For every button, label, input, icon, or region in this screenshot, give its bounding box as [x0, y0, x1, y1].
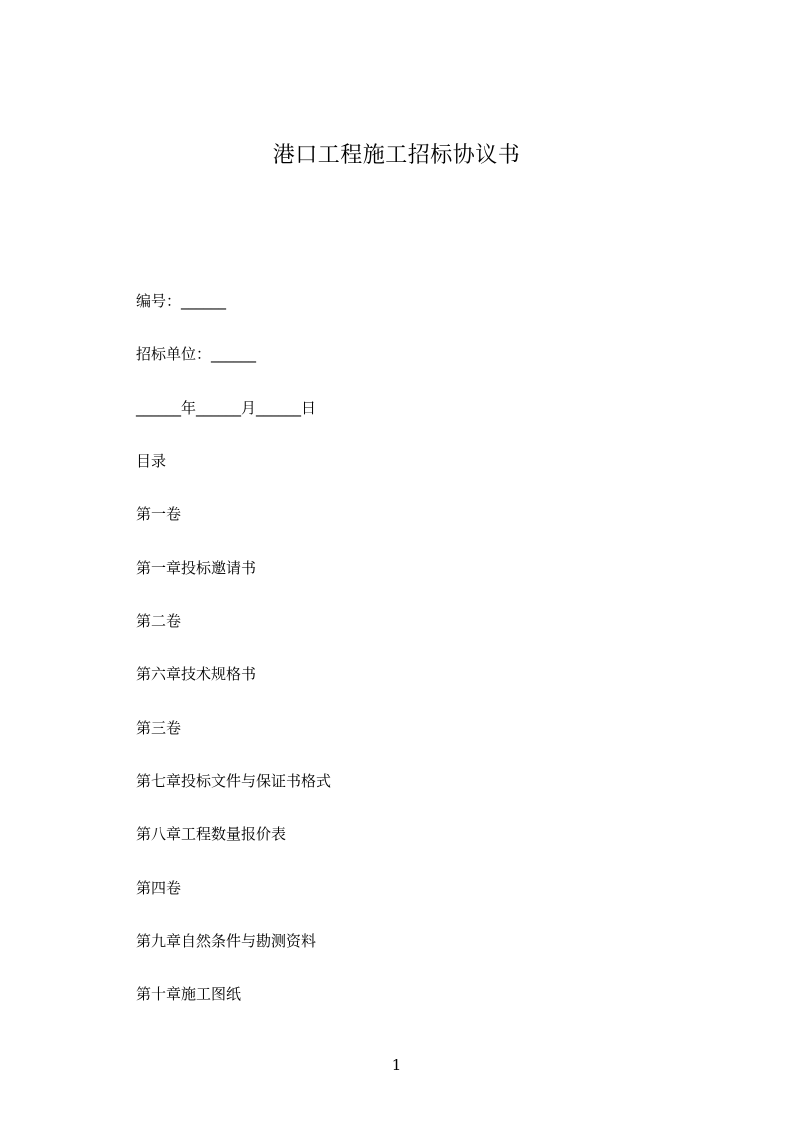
chapter-item: 第七章投标文件与保证书格式: [136, 772, 332, 790]
serial-number-line: 编号：______: [136, 292, 227, 310]
chapter-item: 第八章工程数量报价表: [136, 825, 287, 843]
page-number: 1: [391, 1056, 402, 1074]
chapter-item: 第九章自然条件与勘测资料: [136, 932, 317, 950]
chapter-item: 第六章技术规格书: [136, 665, 257, 683]
volume-heading: 第二卷: [136, 612, 182, 630]
document-title: 港口工程施工招标协议书: [272, 143, 521, 168]
contents-heading: 目录: [136, 452, 167, 470]
volume-heading: 第三卷: [136, 719, 182, 737]
volume-heading: 第一卷: [136, 505, 182, 523]
chapter-item: 第十章施工图纸: [136, 985, 242, 1003]
chapter-item: 第一章投标邀请书: [136, 559, 257, 577]
volume-heading: 第四卷: [136, 879, 182, 897]
date-line: ______年______月______日: [136, 399, 317, 417]
bidding-unit-line: 招标单位：______: [136, 345, 257, 363]
